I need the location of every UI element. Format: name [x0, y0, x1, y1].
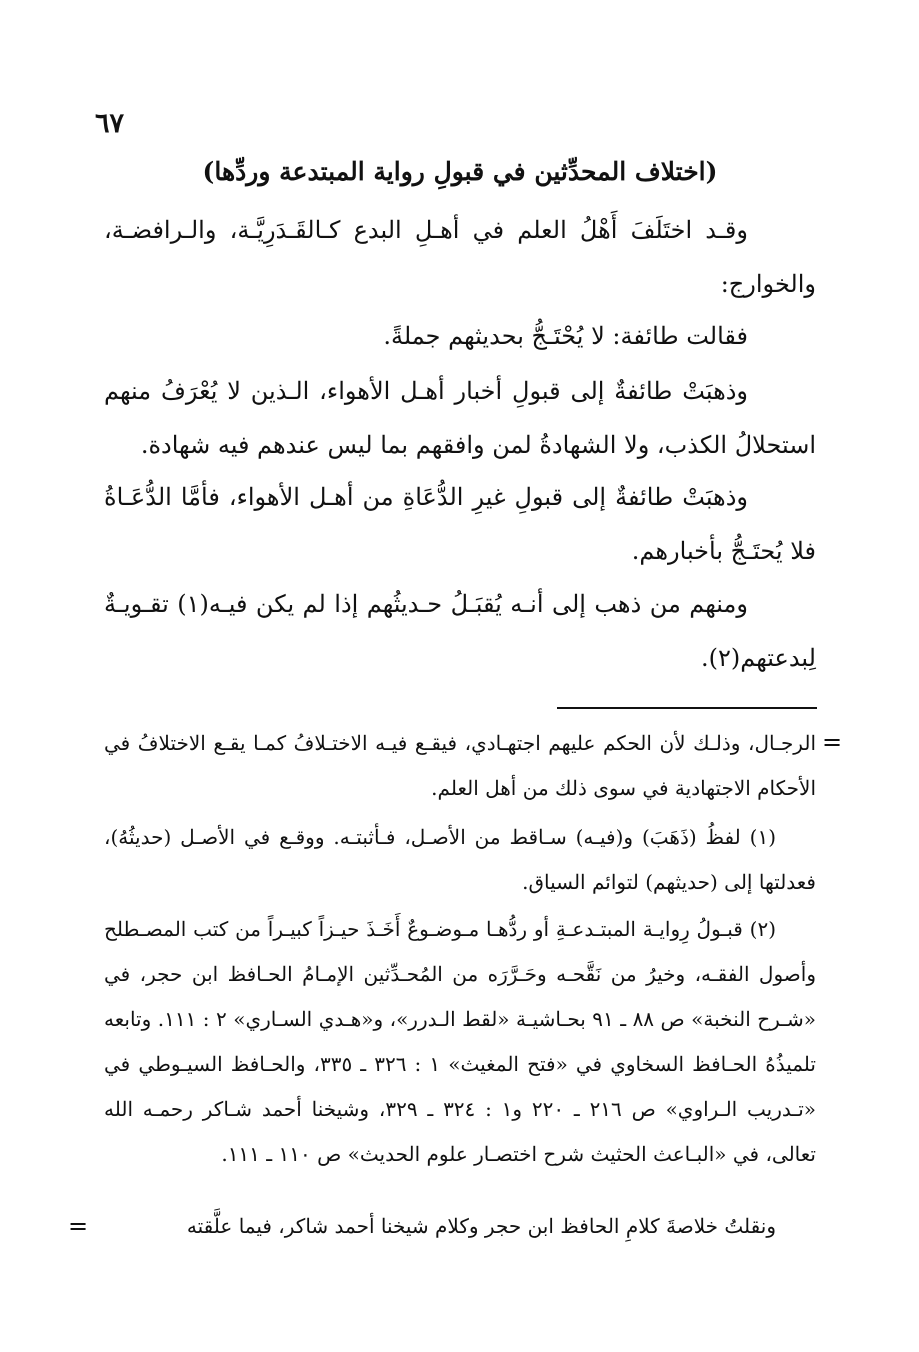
paragraph-2: فقالت طائفة: لا يُحْتَـجُّ بحديثهم جملةً.	[383, 322, 748, 350]
section-heading: (اختلاف المحدِّثين في قبولِ رواية المبتدعة وردِّها)	[202, 157, 718, 186]
footnote-continued: الرجـال، وذلـك لأن الحكم عليهم اجتهـادي، فيقـع فيـه الاختـلافُ كمـا يقـع الاختلافُ في الأحكام الاجتهادية في سوى ذلك من أهل العلم.	[104, 731, 816, 800]
footnote-2: (٢) قبـولُ رِوايـة المبتـدعـةِ أو ردُّهـا مـوضـوعٌ أَخَـذَ حيـزاً كبيـراً من كتب المصـطلح وأصول الفقـه، وخيرُ من نَقَّحـه وحَـرَّرَه من المُحـدِّثين الإمـامُ الحـافظ ابن حجر، في «شـرح النخبة» ص ٨٨ ـ ٩١ بحـاشيـة «لقط الـدرر»، و«هـدي السـاري» ٢ : ١١١. وتابعه تلميذُهُ الحـافظ السخاوي في «فتح المغيث» ١ : ٣٢٦ ـ ٣٣٥، والحـافظ السيـوطي في «تـدريب الـراوي» ص ٢١٦ ـ ٢٢٠ و١ : ٣٢٤ ـ ٣٢٩، وشيخنا أحمد شـاكر رحمـه الله تعالى، في «البـاعث الحثيث شرح اختصـار علوم الحديث» ص ١١٠ ـ ١١١.	[104, 917, 817, 1166]
continuation-mark-bottom: =	[68, 1212, 89, 1240]
footnote-3-start: ونقلتُ خلاصةَ كلامِ الحافظ ابن حجر وكلام شيخنا أحمد شاكر، فيما علَّقته	[186, 1214, 776, 1238]
paragraph-5: ومنهم من ذهب إلى أنـه يُقبَـلُ حـديثُهم إذا لم يكن فيـه(١) تقـويـةٌ لِبدعتهم(٢).	[104, 590, 816, 672]
footnote-separator	[557, 707, 817, 709]
paragraph-3: وذهبَتْ طائفةٌ إلى قبولِ أخبار أهـل الأهواء، الـذين لا يُعْرَفُ منهم استحلالُ الكذب، ولا الشهادةُ لمن وافقهم بما ليس عندهم فيه شهادة.	[104, 377, 816, 459]
page-number: ٦٧	[95, 108, 125, 139]
continuation-mark-top: =	[822, 728, 843, 756]
paragraph-4: وذهبَتْ طائفةٌ إلى قبولِ غيرِ الدُّعَاةِ من أهـل الأهواء، فأمَّا الدُّعَـاةُ فلا يُحتَـجُّ بأخبارهم.	[104, 483, 816, 565]
paragraph-1: وقـد اختَلَفَ أَهْلُ العلم في أهـلِ البدع كـالقَـدَرِيَّـة، والـرافضـة، والخوارج:	[104, 216, 816, 298]
footnote-1: (١) لفظُ (ذَهَبَ) و(فيـه) سـاقط من الأصـل، فـأثبتـه. ووقـع في الأصـل (حديثُهُ)، فعدلتها إلى (حديثهم) لتوائم السياق.	[104, 825, 816, 894]
